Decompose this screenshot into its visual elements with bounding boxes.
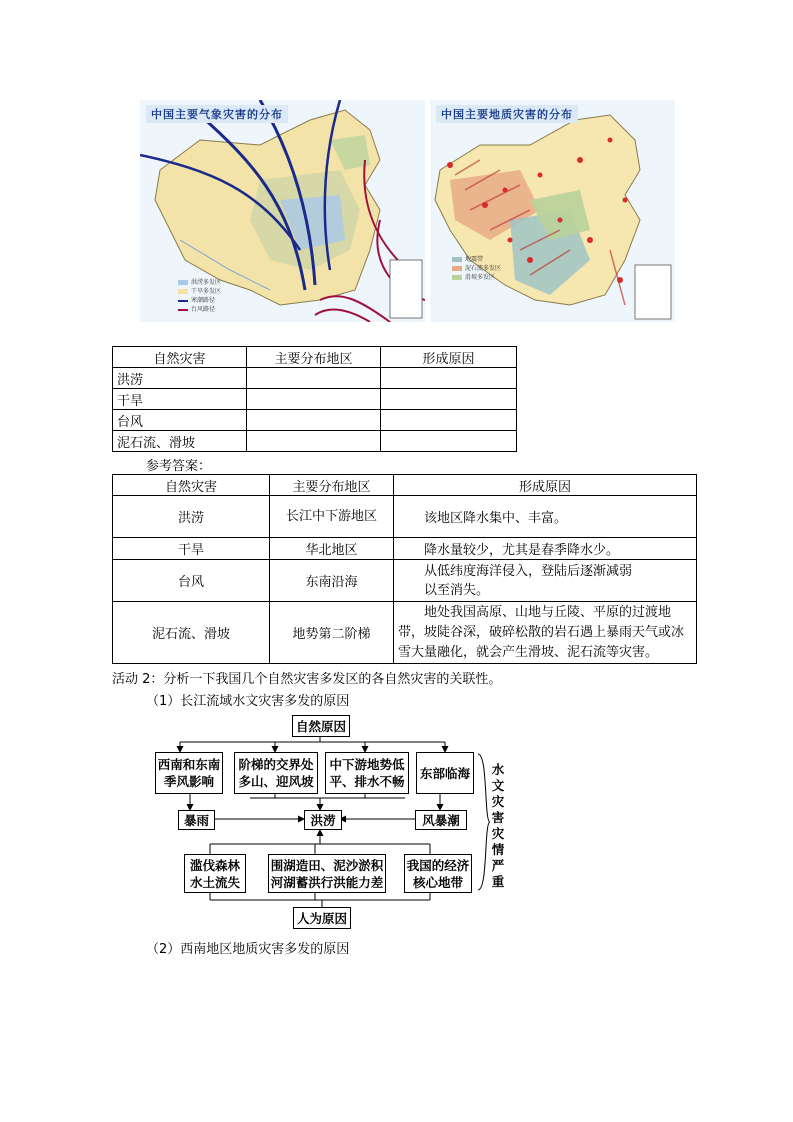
blank-cell[interactable]: [381, 431, 517, 452]
table-row: [113, 389, 517, 410]
row-label: 泥石流、滑坡: [113, 431, 247, 452]
disaster-cell: 洪涝: [113, 496, 270, 538]
legend-coldwave: 寒潮路径: [191, 297, 216, 304]
legend-flood: 洪涝多发区: [191, 279, 222, 286]
rainstorm-box: 暴雨: [178, 810, 215, 830]
cause-cell: 从低纬度海洋侵入，登陆后逐渐减弱以至消失。: [394, 560, 697, 602]
deforestation-box: 滥伐森林水土流失: [184, 854, 246, 893]
subheading-1: （1）长江流域水文灾害多发的原因: [146, 694, 350, 709]
natural-causes-box: 自然原因: [292, 715, 350, 737]
blank-cell[interactable]: [381, 410, 517, 431]
table-row: [113, 602, 697, 664]
table-header-row: [113, 475, 697, 496]
legend-landslide: 滑坡多发区: [465, 274, 496, 281]
activity-2-heading: 活动 2：分析一下我国几个自然灾害多发区的各自然灾害的关联性。: [112, 672, 502, 687]
disaster-cell: 干旱: [113, 538, 270, 560]
table-row: [113, 431, 517, 452]
geo-map-legend: [452, 255, 501, 282]
meteo-map-legend: [178, 278, 221, 314]
area-cell: 地势第二阶梯: [270, 602, 394, 664]
disaster-cell: 台风: [113, 560, 270, 602]
ladder-boundary-box: 阶梯的交界处多山、迎风坡: [234, 752, 318, 794]
disaster-cell: 泥石流、滑坡: [113, 602, 270, 664]
geological-disaster-map: [430, 100, 675, 322]
blank-disaster-table: [112, 346, 517, 452]
meteorological-disaster-map: [140, 100, 425, 322]
table-row: [113, 496, 697, 538]
area-cell: 长江中下游地区: [270, 496, 394, 538]
cause-cell: 降水量较少，尤其是春季降水少。: [394, 538, 697, 560]
economic-core-box: 我国的经济核心地带: [404, 854, 472, 893]
reference-answer-label: 参考答案：: [146, 459, 212, 474]
lake-reclamation-box: 围湖造田、泥沙淤积河湖蓄洪行洪能力差: [268, 854, 386, 893]
area-cell: 华北地区: [270, 538, 394, 560]
table-header-row: [113, 347, 517, 368]
lowland-box: 中下游地势低平、排水不畅: [325, 752, 409, 794]
hydrological-disaster-severe-label: 水文灾害灾情严重: [491, 762, 505, 889]
blank-cell[interactable]: [247, 410, 381, 431]
answer-disaster-table: [112, 474, 697, 664]
meteo-map-title: 中国主要气象灾害的分布: [146, 105, 288, 123]
blank-cell[interactable]: [381, 389, 517, 410]
geo-map-title: 中国主要地质灾害的分布: [436, 105, 578, 123]
human-causes-box: 人为原因: [293, 907, 351, 929]
legend-typhoon: 台风路径: [191, 306, 216, 313]
legend-quake: 地震带: [465, 256, 484, 263]
cause-cell: 该地区降水集中、丰富。: [394, 496, 697, 538]
table-row: [113, 560, 697, 602]
header-disaster: 自然灾害: [113, 475, 270, 496]
subheading-2: （2）西南地区地质灾害多发的原因: [146, 942, 350, 957]
yangtze-flood-cause-diagram: [150, 712, 510, 930]
legend-drought: 干旱多发区: [191, 288, 222, 295]
row-label: 干旱: [113, 389, 247, 410]
table-row: [113, 368, 517, 389]
row-label: 台风: [113, 410, 247, 431]
storm-surge-box: 风暴潮: [415, 810, 467, 830]
header-disaster: 自然灾害: [113, 347, 247, 368]
header-area: 主要分布地区: [247, 347, 381, 368]
east-coast-box: 东部临海: [416, 752, 474, 794]
area-cell: 东南沿海: [270, 560, 394, 602]
blank-cell[interactable]: [247, 431, 381, 452]
monsoon-box: 西南和东南季风影响: [155, 752, 223, 794]
header-cause: 形成原因: [394, 475, 697, 496]
blank-cell[interactable]: [381, 368, 517, 389]
legend-debris: 泥石流多发区: [465, 265, 502, 272]
blank-cell[interactable]: [247, 389, 381, 410]
table-row: [113, 410, 517, 431]
row-label: 洪涝: [113, 368, 247, 389]
blank-cell[interactable]: [247, 368, 381, 389]
table-row: [113, 538, 697, 560]
header-area: 主要分布地区: [270, 475, 394, 496]
flood-box: 洪涝: [304, 810, 342, 830]
header-cause: 形成原因: [381, 347, 517, 368]
cause-cell: 地处我国高原、山地与丘陵、平原的过渡地带，坡陡谷深，破碎松散的岩石遇上暴雨天气或冰雪大量融化，就会产生滑坡、泥石流等灾害。: [394, 602, 697, 664]
geo-map-graphic: [430, 100, 675, 322]
